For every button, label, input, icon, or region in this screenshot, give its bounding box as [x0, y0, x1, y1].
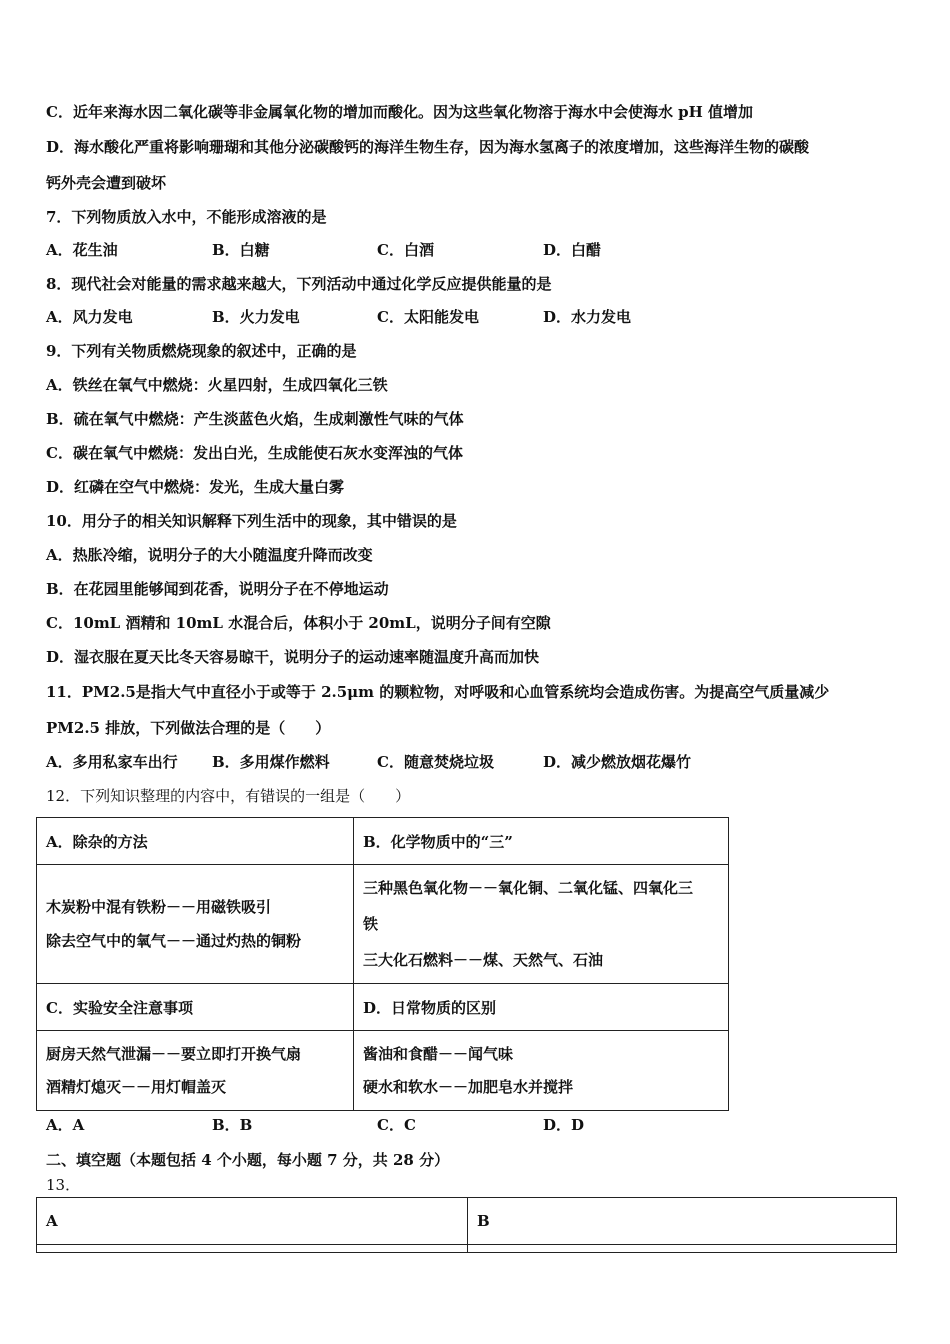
table12-b-line2: 铁 — [363, 915, 379, 933]
q8-option-d: D．水力发电 — [543, 308, 632, 326]
question-7: 7．下列物质放入水中，不能形成溶液的是 — [46, 208, 327, 226]
table12-a-line2: 除去空气中的氧气－－通过灼热的铜粉 — [46, 932, 302, 950]
q8-option-b: B．火力发电 — [212, 308, 300, 326]
table12-b-line3: 三大化石燃料－－煤、天然气、石油 — [363, 951, 604, 969]
table12-cell-c — [37, 1031, 354, 1111]
table12-head-d: D．日常物质的区别 — [354, 984, 729, 1031]
table13-cell-b — [468, 1245, 897, 1253]
table12-head-a: A．除杂的方法 — [37, 818, 354, 865]
q10-option-a: A．热胀冷缩，说明分子的大小随温度升降而改变 — [46, 546, 373, 564]
knowledge-table-12 — [36, 817, 729, 1111]
q8-option-a: A．风力发电 — [46, 308, 133, 326]
section-2-heading: 二、填空题（本题包括 4 个小题，每小题 7 分，共 28 分） — [46, 1151, 450, 1169]
question-11-line1: 11．PM2.5是指大气中直径小于或等于 2.5μm 的颗粒物，对呼吸和心血管系统均会造成伤害。为提高空气质量减少 — [46, 683, 830, 701]
q9-option-c: C．碳在氧气中燃烧：发出白光，生成能使石灰水变浑浊的气体 — [46, 444, 463, 462]
question-10: 10．用分子的相关知识解释下列生活中的现象，其中错误的是 — [46, 512, 457, 530]
question-12: 12．下列知识整理的内容中，有错误的一组是（ ） — [46, 787, 411, 805]
table13-head-a: A — [37, 1198, 468, 1245]
table-13 — [36, 1197, 897, 1253]
q9-option-a: A．铁丝在氧气中燃烧：火星四射，生成四氧化三铁 — [46, 376, 388, 394]
table12-d-line2: 硬水和软水－－加肥皂水并搅拌 — [363, 1077, 574, 1096]
question-11-line2: PM2.5 排放，下列做法合理的是（ ） — [46, 719, 331, 737]
table12-head-c: C．实验安全注意事项 — [37, 984, 354, 1031]
q11-option-c: C．随意焚烧垃圾 — [377, 753, 494, 771]
table12-cell-a — [37, 865, 354, 984]
q12-option-a: A．A — [46, 1116, 85, 1134]
q10-option-d: D．湿衣服在夏天比冬天容易晾干，说明分子的运动速率随温度升高而加快 — [46, 648, 540, 666]
table13-head-b: B — [468, 1198, 897, 1245]
question-8: 8．现代社会对能量的需求越来越大，下列活动中通过化学反应提供能量的是 — [46, 275, 552, 293]
question-6d-line2: 钙外壳会遭到破坏 — [46, 174, 167, 192]
q7-option-c: C．白酒 — [377, 241, 434, 259]
q9-option-d: D．红磷在空气中燃烧：发光，生成大量白雾 — [46, 478, 345, 496]
q7-option-d: D．白醋 — [543, 241, 602, 259]
q10-option-b: B．在花园里能够闻到花香，说明分子在不停地运动 — [46, 580, 389, 598]
q10-option-c: C．10mL 酒精和 10mL 水混合后，体积小于 20mL，说明分子间有空隙 — [46, 614, 551, 632]
question-9: 9．下列有关物质燃烧现象的叙述中，正确的是 — [46, 342, 357, 360]
q11-option-b: B．多用煤作燃料 — [212, 753, 330, 771]
q9-option-b: B．硫在氧气中燃烧：产生淡蓝色火焰，生成刺激性气味的气体 — [46, 410, 464, 428]
table12-cell-b — [354, 865, 729, 984]
q7-option-a: A．花生油 — [46, 241, 118, 259]
q12-option-d: D．D — [543, 1116, 585, 1134]
q7-option-b: B．白糖 — [212, 241, 270, 259]
table12-c-line2: 酒精灯熄灭－－用灯帽盖灭 — [46, 1077, 227, 1096]
q11-option-d: D．减少燃放烟花爆竹 — [543, 753, 692, 771]
table13-cell-a — [37, 1245, 468, 1253]
q11-option-a: A．多用私家车出行 — [46, 753, 178, 771]
table12-c-line1: 厨房天然气泄漏－－要立即打开换气扇 — [46, 1044, 302, 1063]
table12-a-line1: 木炭粉中混有铁粉－－用磁铁吸引 — [46, 898, 272, 916]
q12-option-c: C．C — [377, 1116, 416, 1134]
table12-b-line1: 三种黑色氧化物－－氧化铜、二氧化锰、四氧化三 — [363, 879, 694, 897]
question-13: 13． — [46, 1176, 81, 1194]
question-6c: C．近年来海水因二氧化碳等非金属氧化物的增加而酸化。因为这些氧化物溶于海水中会使海水 pH 值增加 — [46, 103, 754, 121]
question-6d-line1: D．海水酸化严重将影响珊瑚和其他分泌碳酸钙的海洋生物生存，因为海水氢离子的浓度增加，这些海洋生物的碳酸 — [46, 138, 810, 156]
q12-option-b: B．B — [212, 1116, 253, 1134]
table12-d-line1: 酱油和食醋－－闻气味 — [363, 1044, 514, 1063]
table12-cell-d — [354, 1031, 729, 1111]
q8-option-c: C．太阳能发电 — [377, 308, 479, 326]
table12-head-b: B．化学物质中的“三” — [354, 818, 729, 865]
